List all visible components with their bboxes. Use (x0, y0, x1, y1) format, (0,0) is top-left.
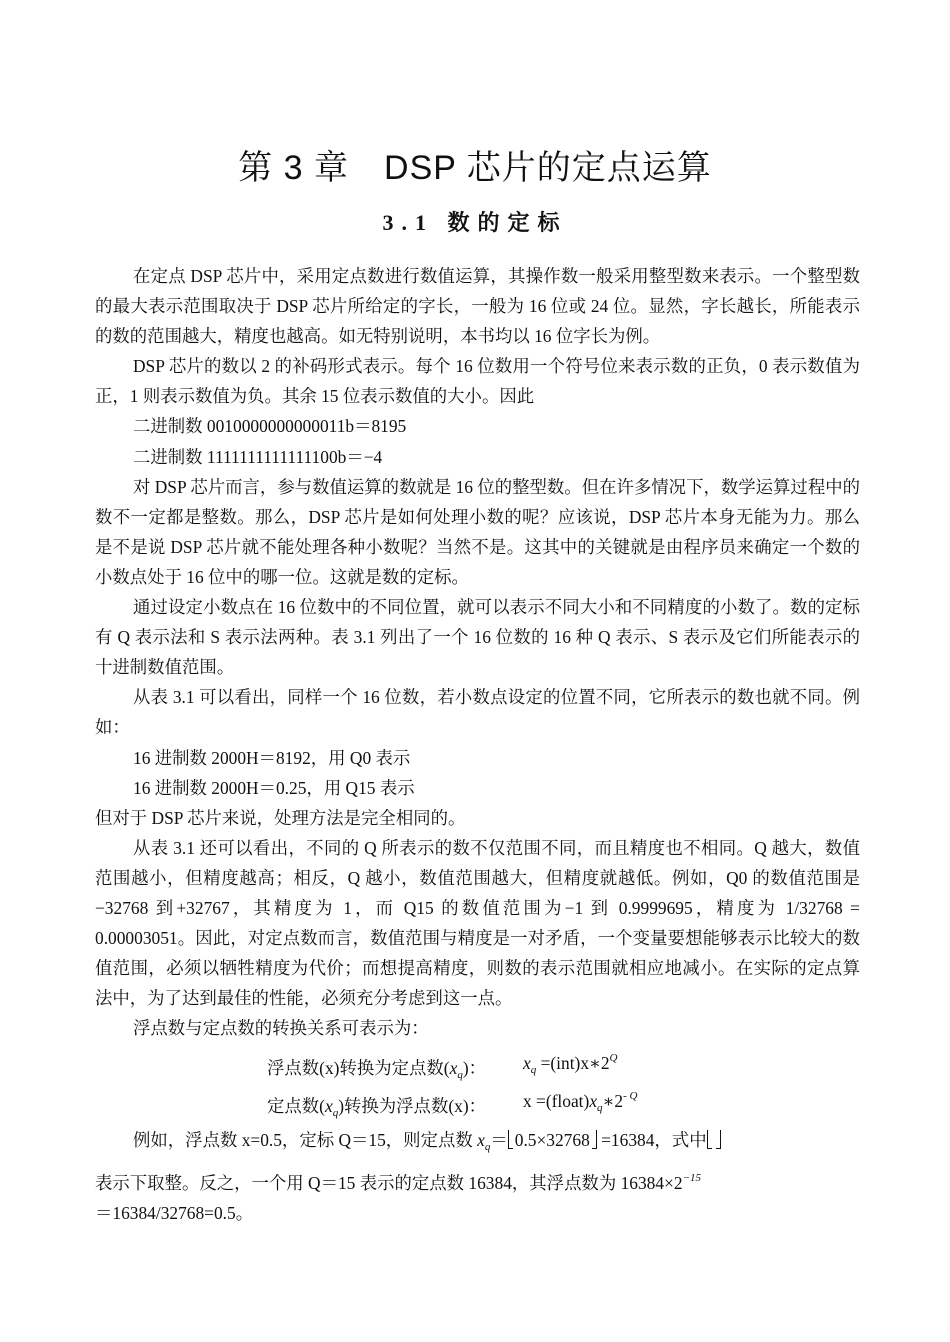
formula-fixed-to-float: $x =(float)x_q∗2^{- Q}$ (523, 1090, 638, 1115)
binary-example-line: 二进制数 0010000000000011b＝8195 (133, 416, 407, 437)
paragraph: 对 DSP 芯片而言，参与数值运算的数就是 16 位的整型数。但在许多情况下，数学运算过程中的数不一定都是整数。那么，DSP 芯片是如何处理小数的呢？应该说，DSP 芯片本身无能为力。那么是不是说 DSP 芯片就不能处理各种小数呢？当然不是。这其中的关键就是由程序员来确定一个数的小数点处于 16 位中的哪一位。这就是数的定标。 (95, 476, 860, 587)
paragraph: 但对于 DSP 芯片来说，处理方法是完全相同的。 (95, 807, 466, 828)
floor-symbol-right (716, 1130, 721, 1149)
chapter-title: 第 3 章 DSP 芯片的定点运算 (238, 149, 712, 187)
example-paragraph-end: ＝16384/32768=0.5。 (95, 1202, 254, 1223)
paragraph: 通过设定小数点在 16 位数中的不同位置，就可以表示不同大小和不同精度的小数了。数的定标有 Q 表示法和 S 表示法两种。表 3.1 列出了一个 16 位数的 16 种 Q 表示、S 表示及它们所能表示的十进制数值范围。 (95, 597, 860, 678)
formula-float-to-fixed: $x_q$ $=(int)x∗2^Q$ (523, 1052, 618, 1077)
section-title: 3.1 数的定标 (382, 210, 568, 235)
floor-bracket-left (508, 1130, 513, 1149)
formula-label-float-to-fixed: 浮点数(x)转换为定点数$(x_q)$： (267, 1058, 487, 1082)
example-paragraph: 例如，浮点数 x=0.5，定标 Q＝15，则定点数 $x_q= 0.5\times 32768 =16384$，式中 (95, 1125, 860, 1162)
paragraph: 从表 3.1 可以看出，同样一个 16 位数，若小数点设定的位置不同，它所表示的数也就不同。例如： (95, 687, 860, 738)
paragraph: 浮点数与定点数的转换关系可表示为： (133, 1018, 429, 1039)
body-text (95, 261, 860, 1228)
binary-example-line: 二进制数 1111111111111100b＝−4 (133, 446, 383, 467)
conversion-formulas (95, 1043, 860, 1125)
paragraph: DSP 芯片的数以 2 的补码形式表示。每个 16 位数用一个符号位来表示数的正负，0 表示数值为正，1 则表示数值为负。其余 15 位表示数值的大小。因此 (95, 356, 860, 407)
paragraph: 从表 3.1 还可以看出，不同的 Q 所表示的数不仅范围不同，而且精度也不相同。Q 越大，数值范围越小，但精度越高；相反，Q 越小，数值范围越大，但精度就越低。例如，Q0 的数值范围是−32768 到+32767，其精度为 1，而 Q15 的数值范围为−1 到 0.9999695，精度为 1/32768 = 0.00003051。因此，对定点数而言，数值范围与精度是一对矛盾，一个变量要想能够表示比较大的数值范围，必须以牺牲精度为代价；而想提高精度，则数的表示范围就相应地减小。在实际的定点算法中，为了达到最佳的性能，必须充分考虑到这一点。 (95, 837, 860, 1009)
formula-label-fixed-to-float: 定点数$(x_q)$转换为浮点数(x)： (267, 1096, 487, 1120)
floor-symbol-left (707, 1130, 712, 1149)
hex-example-line: 16 进制数 2000H＝8192，用 Q0 表示 (133, 747, 411, 768)
example-paragraph-cont: 表示下取整。反之，一个用 Q＝15 表示的定点数 16384，其浮点数为 $16384\times 2^{-15}$ (95, 1171, 702, 1193)
hex-example-line: 16 进制数 2000H＝0.25，用 Q15 表示 (133, 777, 415, 798)
paragraph: 在定点 DSP 芯片中，采用定点数进行数值运算，其操作数一般采用整型数来表示。一个整型数的最大表示范围取决于 DSP 芯片所给定的字长，一般为 16 位或 24 位。显然，字长越长，所能表示的数的范围越大，精度也越高。如无特别说明，本书均以 16 位字长为例。 (95, 266, 860, 347)
